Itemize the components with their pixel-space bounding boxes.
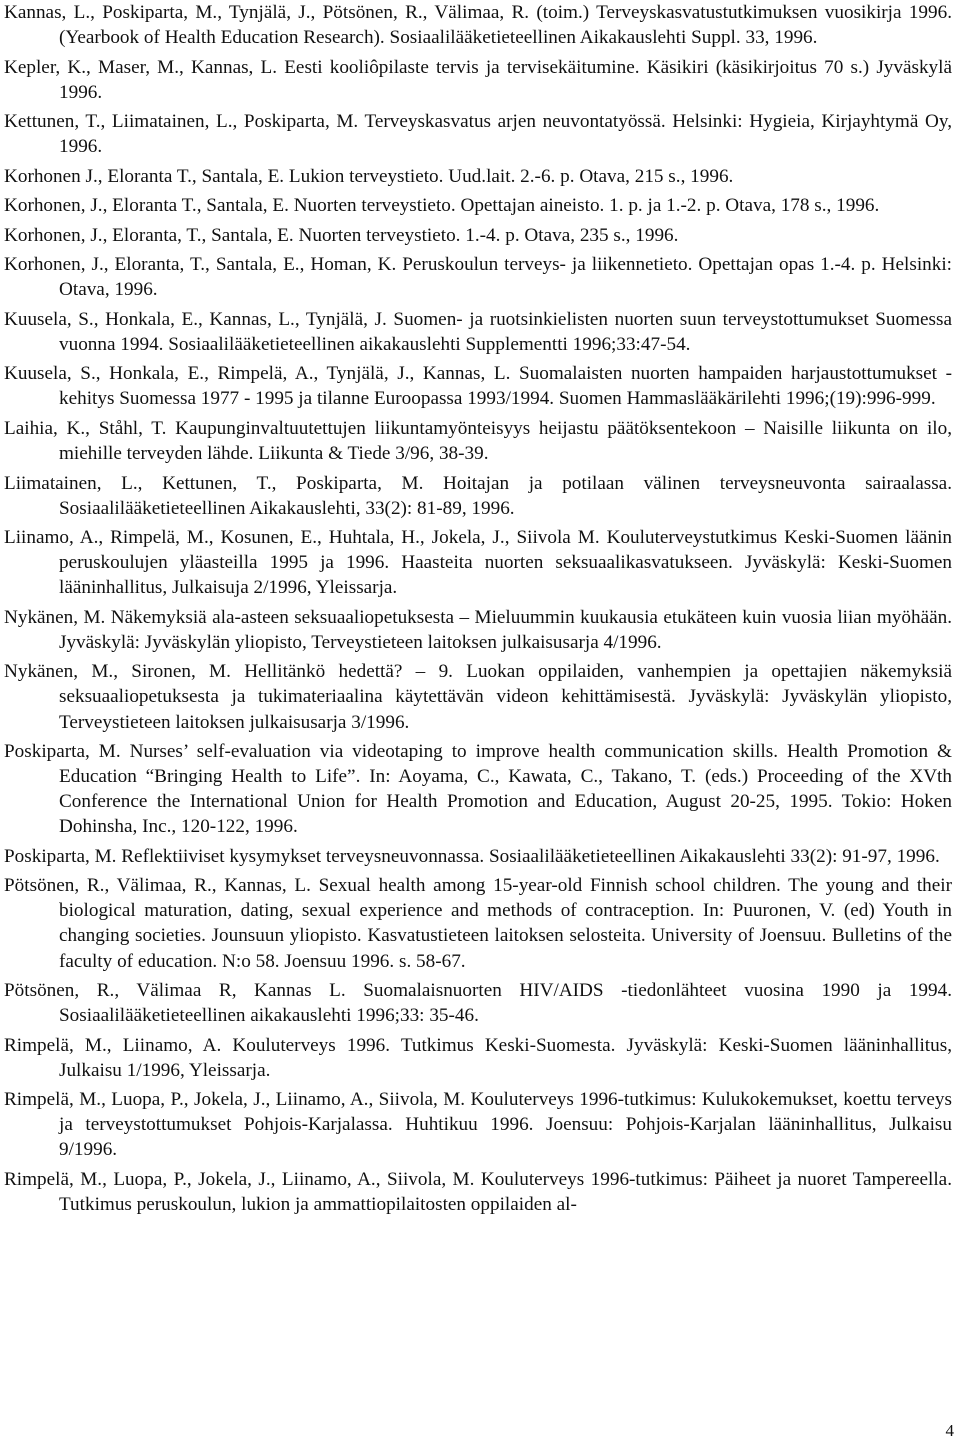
reference-entry: Poskiparta, M. Nurses’ self-evaluation via videotaping to improve health communication skills. Health Promotion & Education “Bringing Health to Life”. In: Aoyama, C., Kawata, C., Takano, T. (eds.) Proceeding of the XVth Conference the International Union for Health Promotion and Education, August 20-25, 1995. Tokio: Hoken Dohinsha, Inc., 120-122, 1996. xyxy=(4,741,952,838)
reference-entry: Korhonen, J., Eloranta, T., Santala, E. Nuorten terveystieto. 1.-4. p. Otava, 235 s., 1996. xyxy=(4,224,679,246)
reference-entry: Kepler, K., Maser, M., Kannas, L. Eesti kooliôpilaste tervis ja tervisekäitumine. Käsikiri (käsikirjoitus 70 s.) Jyväskylä 1996. xyxy=(4,56,952,103)
reference-entry: Nykänen, M. Näkemyksiä ala-asteen seksuaaliopetuksesta – Mieluummin kuukausia etukäteen kuin vuosia liian myöhään. Jyväskylä: Jyväskylän yliopisto, Terveystieteen laitoksen julkaisusarja 4/1996. xyxy=(4,606,952,653)
reference-entry: Liinamo, A., Rimpelä, M., Kosunen, E., Huhtala, H., Jokela, J., Siivola M. Kouluterveystutkimus Keski-Suomen läänin peruskoulujen yläasteilla 1995 ja 1996. Haasteita nuorten seksuaalikasvatukseen. Jyväskylä: Keski-Suomen lääninhallitus, Julkaisuja 2/1996, Yleissarja. xyxy=(4,527,952,599)
reference-entry: Liimatainen, L., Kettunen, T., Poskiparta, M. Hoitajan ja potilaan välinen terveysneuvonta sairaalassa. Sosiaalilääketieteellinen Aikakauslehti, 33(2): 81-89, 1996. xyxy=(4,472,952,519)
reference-entry: Poskiparta, M. Reflektiiviset kysymykset terveysneuvonnassa. Sosiaalilääketieteellinen Aikakauslehti 33(2): 91-97, 1996. xyxy=(4,845,940,867)
reference-entry: Korhonen, J., Eloranta, T., Santala, E., Homan, K. Peruskoulun terveys- ja liikennetieto. Opettajan opas 1.-4. p. Helsinki: Otava, 1996. xyxy=(4,254,952,301)
reference-entry: Kettunen, T., Liimatainen, L., Poskiparta, M. Terveyskasvatus arjen neuvontatyössä. Helsinki: Hygieia, Kirjayhtymä Oy, 1996. xyxy=(4,111,952,158)
reference-list xyxy=(4,0,952,1221)
reference-entry: Kuusela, S., Honkala, E., Kannas, L., Tynjälä, J. Suomen- ja ruotsinkielisten nuorten suun terveystottumukset Suomessa vuonna 1994. Sosiaalilääketieteellinen aikakauslehti Supplementti 1996;33:47-54. xyxy=(4,308,952,355)
reference-entry: Nykänen, M., Sironen, M. Hellitänkö hedettä? – 9. Luokan oppilaiden, vanhempien ja opettajien näkemyksiä seksuaaliopetuksesta ja tukimateriaalina käytettävän videon kehittämisestä. Jyväskylä: Jyväskylän yliopisto, Terveystieteen laitoksen julkaisusarja 3/1996. xyxy=(4,661,952,733)
reference-entry: Rimpelä, M., Liinamo, A. Kouluterveys 1996. Tutkimus Keski-Suomesta. Jyväskylä: Keski-Suomen lääninhallitus, Julkaisu 1/1996, Yleissarja. xyxy=(4,1034,952,1081)
reference-entry: Pötsönen, R., Välimaa, R., Kannas, L. Sexual health among 15-year-old Finnish school children. The young and their biological maturation, dating, sexual experience and methods of contraception. In: Puuronen, V. (ed) Youth in changing societies. Jounsuun yliopisto. Kasvatustieteen laitoksen selosteita. University of Joensuu. Bulletins of the faculty of education. N:o 58. Joensuu 1996. s. 58-67. xyxy=(4,875,952,972)
reference-entry: Rimpelä, M., Luopa, P., Jokela, J., Liinamo, A., Siivola, M. Kouluterveys 1996-tutkimus: Päiheet ja nuoret Tampereella. Tutkimus peruskoulun, lukion ja ammattiopilaitosten oppilaiden al- xyxy=(4,1168,952,1215)
reference-entry: Kannas, L., Poskiparta, M., Tynjälä, J., Pötsönen, R., Välimaa, R. (toim.) Terveyskasvatustutkimuksen vuosikirja 1996. (Yearbook of Health Education Research). Sosiaalilääketieteellinen Aikakauslehti Suppl. 33, 1996. xyxy=(4,2,952,49)
reference-entry: Korhonen J., Eloranta T., Santala, E. Lukion terveystieto. Uud.lait. 2.-6. p. Otava, 215 s., 1996. xyxy=(4,165,734,187)
reference-entry: Kuusela, S., Honkala, E., Rimpelä, A., Tynjälä, J., Kannas, L. Suomalaisten nuorten hampaiden harjaustottumukset - kehitys Suomessa 1977 - 1995 ja tilanne Euroopassa 1993/1994. Suomen Hammaslääkärilehti 1996;(19):996-999. xyxy=(4,363,952,410)
reference-entry: Laihia, K., Ståhl, T. Kaupunginvaltuutettujen liikuntamyönteisyys heijastu päätöksentekoon – Naisille liikunta on ilo, miehille terveyden lähde. Liikunta & Tiede 3/96, 38-39. xyxy=(4,417,952,465)
reference-entry: Rimpelä, M., Luopa, P., Jokela, J., Liinamo, A., Siivola, M. Kouluterveys 1996-tutkimus: Kulukokemukset, koettu terveys ja terveystottumukset Pohjois-Karjalassa. Huhtikuu 1996. Joensuu: Pohjois-Karjalan lääninhallitus, Julkaisu 9/1996. xyxy=(4,1089,952,1161)
reference-entry: Pötsönen, R., Välimaa R, Kannas L. Suomalaisnuorten HIV/AIDS -tiedonlähteet vuosina 1990 ja 1994. Sosiaalilääketieteellinen aikakauslehti 1996;33: 35-46. xyxy=(4,980,952,1027)
reference-entry: Korhonen, J., Eloranta T., Santala, E. Nuorten terveystieto. Opettajan aineisto. 1. p. ja 1.-2. p. Otava, 178 s., 1996. xyxy=(4,195,880,217)
page-number: 4 xyxy=(945,1421,954,1440)
